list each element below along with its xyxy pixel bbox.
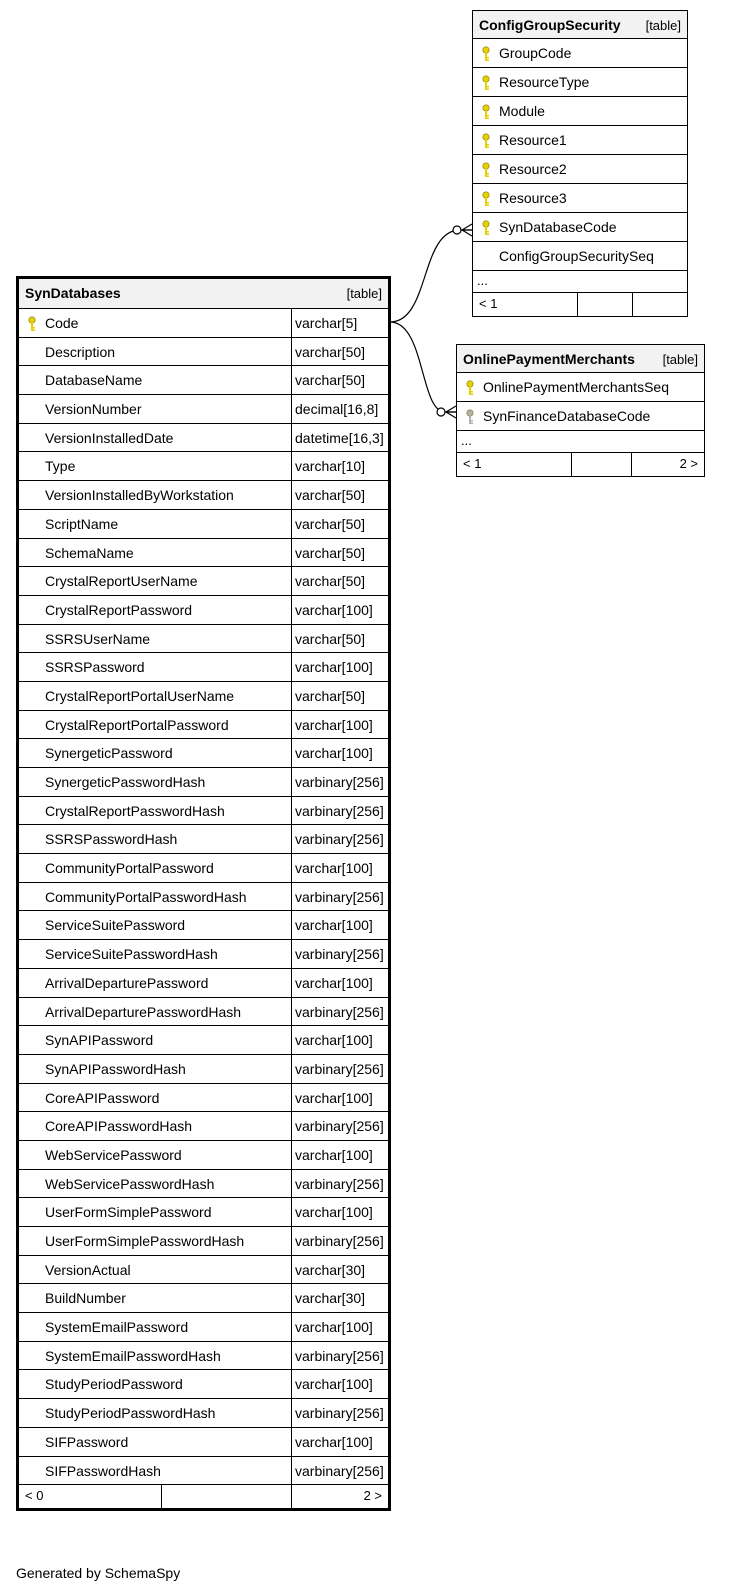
column-row[interactable] <box>19 1457 388 1486</box>
foreign-key-icon <box>465 409 475 425</box>
column-name: OnlinePaymentMerchantsSeq <box>483 379 669 395</box>
column-row[interactable] <box>19 969 388 998</box>
primary-key-icon <box>481 75 491 91</box>
column-name: CoreAPIPassword <box>45 1089 160 1106</box>
link-code-to-syndatabasecode <box>390 230 472 322</box>
column-separator <box>291 911 292 940</box>
primary-key-icon <box>27 316 37 332</box>
column-type: varchar[50] <box>295 544 366 561</box>
table-kind: [table] <box>346 286 382 301</box>
column-name: SchemaName <box>45 544 134 561</box>
column-separator <box>291 1112 292 1141</box>
column-row[interactable] <box>19 940 388 969</box>
column-name: Code <box>45 315 79 331</box>
column-name: ResourceType <box>499 74 590 90</box>
column-name: CrystalReportUserName <box>45 573 198 590</box>
column-name: SynAPIPasswordHash <box>45 1060 186 1077</box>
footer-separator <box>632 293 633 316</box>
zero-marker-synfinancedatabasecode <box>437 408 445 416</box>
column-row[interactable] <box>473 39 687 68</box>
footer-parents-count: < 0 <box>25 1488 44 1504</box>
column-row[interactable] <box>19 1370 388 1399</box>
column-list <box>473 39 687 271</box>
column-row[interactable] <box>457 402 704 431</box>
more-columns: ... <box>473 271 687 293</box>
table-configgroupsecurity[interactable] <box>472 10 688 317</box>
column-name: Module <box>499 103 545 119</box>
primary-key-icon <box>481 133 491 149</box>
column-row[interactable] <box>19 1227 388 1256</box>
column-name: Resource1 <box>499 132 567 148</box>
table-footer <box>457 453 704 476</box>
column-separator <box>291 854 292 883</box>
generated-by-label: Generated by SchemaSpy <box>16 1565 181 1581</box>
column-separator <box>291 1026 292 1055</box>
column-row[interactable] <box>19 1342 388 1371</box>
column-row[interactable] <box>19 366 388 395</box>
column-type: varchar[100] <box>295 860 373 877</box>
column-separator <box>291 596 292 625</box>
column-row[interactable] <box>473 213 687 242</box>
column-name: SynAPIPassword <box>45 1032 154 1049</box>
column-name: SynDatabaseCode <box>499 219 617 235</box>
table-header <box>473 11 687 39</box>
column-type: varbinary[256] <box>295 1462 384 1479</box>
table-onlinepaymentmerchants[interactable] <box>456 344 705 477</box>
primary-key-icon <box>481 162 491 178</box>
column-name: ConfigGroupSecuritySeq <box>499 248 654 264</box>
column-name: VersionNumber <box>45 401 142 418</box>
column-separator <box>291 1227 292 1256</box>
column-name: WebServicePassword <box>45 1146 182 1163</box>
column-row[interactable] <box>19 1313 388 1342</box>
column-name: SynFinanceDatabaseCode <box>483 408 651 424</box>
column-row[interactable] <box>19 625 388 654</box>
table-name: ConfigGroupSecurity <box>479 17 621 33</box>
column-list <box>19 309 388 1485</box>
column-name: Resource3 <box>499 190 567 206</box>
column-name: GroupCode <box>499 45 572 61</box>
column-name: SystemEmailPassword <box>45 1319 189 1336</box>
column-row[interactable] <box>19 911 388 940</box>
column-separator <box>291 1084 292 1113</box>
column-row[interactable] <box>19 567 388 596</box>
column-row[interactable] <box>19 1284 388 1313</box>
footer-separator <box>291 1485 292 1508</box>
column-name: StudyPeriodPasswordHash <box>45 1405 216 1422</box>
column-type: varchar[100] <box>295 974 373 991</box>
column-name: Type <box>45 458 76 475</box>
column-type: varchar[100] <box>295 601 373 618</box>
column-row[interactable] <box>19 1198 388 1227</box>
column-type: varchar[100] <box>295 659 373 676</box>
column-type: varchar[100] <box>295 716 373 733</box>
column-name: VersionInstalledByWorkstation <box>45 487 234 504</box>
primary-key-icon <box>481 104 491 120</box>
table-header <box>457 345 704 373</box>
column-row[interactable] <box>19 1399 388 1428</box>
column-separator <box>291 739 292 768</box>
column-row[interactable] <box>473 184 687 213</box>
crowsfoot-synfinancedatabasecode <box>446 406 456 418</box>
column-row[interactable] <box>19 682 388 711</box>
column-name: Description <box>45 343 116 360</box>
column-separator <box>291 1141 292 1170</box>
column-row[interactable] <box>19 452 388 481</box>
column-row[interactable] <box>19 481 388 510</box>
column-type: varchar[100] <box>295 1204 373 1221</box>
column-type: varbinary[256] <box>295 1347 384 1364</box>
column-separator <box>291 711 292 740</box>
column-row[interactable] <box>19 510 388 539</box>
column-type: varchar[50] <box>295 372 366 389</box>
table-kind: [table] <box>645 18 681 33</box>
table-syndatabases[interactable] <box>16 276 391 1511</box>
footer-children-count: 2 > <box>679 456 698 471</box>
column-name: UserFormSimplePassword <box>45 1204 212 1221</box>
column-row[interactable] <box>19 998 388 1027</box>
column-list <box>457 373 704 431</box>
column-separator <box>291 1399 292 1428</box>
column-name: ServiceSuitePassword <box>45 917 186 934</box>
table-header <box>19 279 388 309</box>
column-separator <box>291 653 292 682</box>
column-row[interactable] <box>19 1428 388 1457</box>
column-separator <box>291 797 292 826</box>
table-footer <box>19 1485 388 1508</box>
column-type: varchar[50] <box>295 687 366 704</box>
column-row[interactable] <box>473 97 687 126</box>
column-row[interactable] <box>19 596 388 625</box>
column-name: SSRSUserName <box>45 630 151 647</box>
column-separator <box>291 682 292 711</box>
footer-separator <box>631 453 632 476</box>
column-name: SSRSPasswordHash <box>45 831 178 848</box>
column-type: varchar[100] <box>295 1319 373 1336</box>
column-separator <box>291 1256 292 1285</box>
column-type: varbinary[256] <box>295 1233 384 1249</box>
column-row[interactable] <box>19 424 388 453</box>
column-name: WebServicePasswordHash <box>45 1175 215 1192</box>
crowsfoot-syndatabasecode <box>462 224 472 236</box>
column-type: varbinary[256] <box>295 1405 384 1422</box>
column-type: varchar[100] <box>295 1433 373 1450</box>
column-type: varbinary[256] <box>295 774 384 790</box>
footer-separator <box>577 293 578 316</box>
table-kind: [table] <box>662 352 698 367</box>
column-type: varchar[10] <box>295 458 366 475</box>
column-name: SIFPassword <box>45 1433 129 1450</box>
column-row[interactable] <box>19 1170 388 1199</box>
column-row[interactable] <box>19 653 388 682</box>
column-name: CrystalReportPasswordHash <box>45 802 225 819</box>
column-separator <box>291 1457 292 1486</box>
column-name: VersionInstalledDate <box>45 429 174 446</box>
column-type: varchar[100] <box>295 1376 373 1393</box>
column-name: ScriptName <box>45 515 119 532</box>
column-separator <box>291 1198 292 1227</box>
column-type: varchar[50] <box>295 487 366 504</box>
primary-key-icon <box>481 220 491 236</box>
column-separator <box>291 424 292 453</box>
column-row[interactable] <box>19 797 388 826</box>
column-row[interactable] <box>19 1084 388 1113</box>
primary-key-icon <box>465 380 475 396</box>
column-type: varchar[5] <box>295 315 358 331</box>
column-row[interactable] <box>457 373 704 402</box>
column-separator <box>291 825 292 854</box>
column-name: CoreAPIPasswordHash <box>45 1118 193 1135</box>
column-type: varchar[100] <box>295 1032 373 1049</box>
table-footer <box>473 293 687 316</box>
more-columns: ... <box>457 431 704 453</box>
column-type: varchar[100] <box>295 1089 373 1106</box>
column-name: CommunityPortalPassword <box>45 860 214 877</box>
column-separator <box>291 1055 292 1084</box>
link-code-to-synfinancedatabasecode <box>390 322 456 412</box>
column-separator <box>291 338 292 367</box>
column-name: CommunityPortalPasswordHash <box>45 888 247 905</box>
column-row[interactable] <box>19 825 388 854</box>
column-row[interactable] <box>19 1055 388 1084</box>
column-row[interactable] <box>19 854 388 883</box>
column-type: varchar[100] <box>295 917 373 934</box>
column-name: UserFormSimplePasswordHash <box>45 1233 245 1249</box>
column-type: varbinary[256] <box>295 1003 384 1020</box>
column-row[interactable] <box>473 126 687 155</box>
column-row[interactable] <box>473 242 687 271</box>
column-separator <box>291 1342 292 1371</box>
column-separator <box>291 1428 292 1457</box>
column-name: SystemEmailPasswordHash <box>45 1347 221 1364</box>
column-separator <box>291 969 292 998</box>
column-separator <box>291 366 292 395</box>
column-separator <box>291 567 292 596</box>
column-name: SynergeticPasswordHash <box>45 774 206 790</box>
column-type: varbinary[256] <box>295 1118 384 1135</box>
column-separator <box>291 625 292 654</box>
column-row[interactable] <box>19 1141 388 1170</box>
column-name: SynergeticPassword <box>45 745 173 762</box>
column-row[interactable] <box>19 1026 388 1055</box>
column-type: varbinary[256] <box>295 888 384 905</box>
column-separator <box>291 395 292 424</box>
column-row[interactable] <box>19 395 388 424</box>
column-name: BuildNumber <box>45 1290 126 1307</box>
column-name: CrystalReportPortalPassword <box>45 716 229 733</box>
footer-separator <box>161 1485 162 1508</box>
column-row[interactable] <box>473 155 687 184</box>
footer-separator <box>571 453 572 476</box>
footer-parents-count: < 1 <box>479 296 498 311</box>
column-row[interactable] <box>19 309 388 338</box>
column-type: varchar[50] <box>295 343 366 360</box>
primary-key-icon <box>481 46 491 62</box>
column-name: DatabaseName <box>45 372 143 389</box>
column-row[interactable] <box>19 1112 388 1141</box>
column-separator <box>291 998 292 1027</box>
column-type: varchar[50] <box>295 515 366 532</box>
column-separator <box>291 1370 292 1399</box>
column-type: varbinary[256] <box>295 946 384 963</box>
column-type: varchar[100] <box>295 1146 373 1163</box>
column-row[interactable] <box>19 539 388 568</box>
zero-marker-syndatabasecode <box>453 226 461 234</box>
column-name: VersionActual <box>45 1261 131 1278</box>
column-row[interactable] <box>19 338 388 367</box>
column-type: varchar[100] <box>295 745 373 762</box>
column-name: CrystalReportPortalUserName <box>45 687 235 704</box>
column-type: varbinary[256] <box>295 831 384 848</box>
column-separator <box>291 883 292 912</box>
column-type: varchar[30] <box>295 1261 366 1278</box>
column-separator <box>291 510 292 539</box>
column-row[interactable] <box>19 883 388 912</box>
column-row[interactable] <box>19 768 388 797</box>
column-type: decimal[16,8] <box>295 401 379 418</box>
column-name: StudyPeriodPassword <box>45 1376 183 1393</box>
table-name: SynDatabases <box>25 285 121 301</box>
column-type: varchar[50] <box>295 573 366 590</box>
column-type: varbinary[256] <box>295 1175 384 1192</box>
column-separator <box>291 452 292 481</box>
column-row[interactable] <box>473 68 687 97</box>
column-separator <box>291 940 292 969</box>
table-name: OnlinePaymentMerchants <box>463 351 635 367</box>
column-separator <box>291 539 292 568</box>
column-type: varbinary[256] <box>295 1060 384 1077</box>
column-name: ArrivalDeparturePasswordHash <box>45 1003 242 1020</box>
column-type: datetime[16,3] <box>295 429 384 446</box>
column-row[interactable] <box>19 1256 388 1285</box>
column-name: SIFPasswordHash <box>45 1462 161 1479</box>
column-name: CrystalReportPassword <box>45 601 193 618</box>
column-separator <box>291 1170 292 1199</box>
column-name: SSRSPassword <box>45 659 145 676</box>
column-type: varbinary[256] <box>295 802 384 819</box>
footer-parents-count: < 1 <box>463 456 482 471</box>
column-separator <box>291 309 292 338</box>
column-type: varchar[50] <box>295 630 366 647</box>
footer-children-count: 2 > <box>363 1488 382 1504</box>
column-row[interactable] <box>19 711 388 740</box>
primary-key-icon <box>481 191 491 207</box>
column-separator <box>291 1313 292 1342</box>
column-name: ArrivalDeparturePassword <box>45 974 209 991</box>
column-name: Resource2 <box>499 161 567 177</box>
column-name: ServiceSuitePasswordHash <box>45 946 218 963</box>
column-row[interactable] <box>19 739 388 768</box>
column-separator <box>291 481 292 510</box>
column-type: varchar[30] <box>295 1290 366 1307</box>
column-separator <box>291 768 292 797</box>
column-separator <box>291 1284 292 1313</box>
